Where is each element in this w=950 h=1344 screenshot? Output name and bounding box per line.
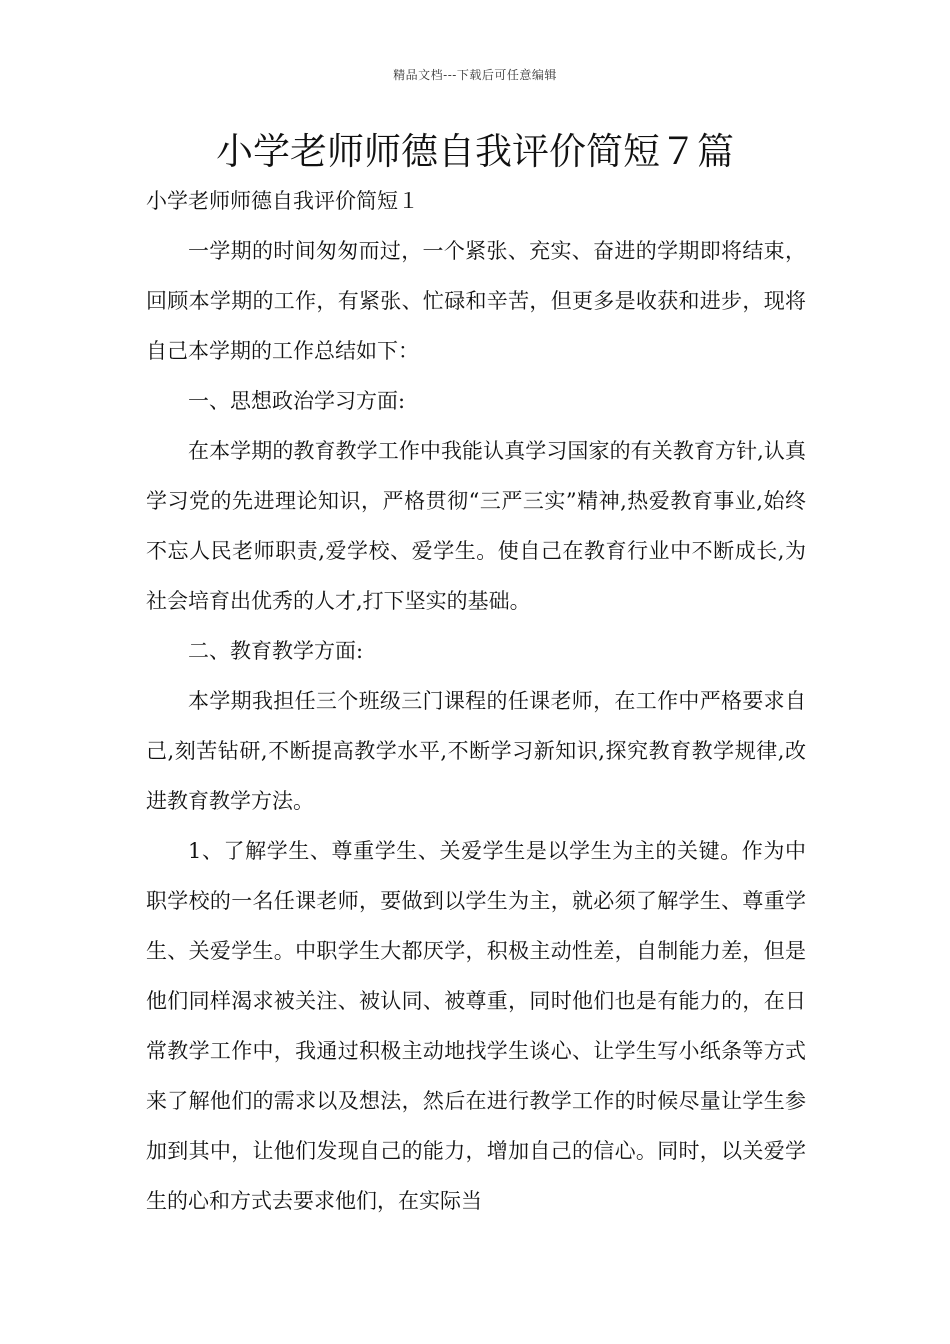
heading-teaching: 二、教育教学方面: — [188, 639, 364, 663]
paragraph-understanding-students: 1、了解学生、尊重学生、关爱学生是以学生为主的关键。作为中职学校的一名任课老师，要做到以学生为主，就必须了解学生、尊重学生、关爱学生。中职学生大都厌学，积极主动性差，自制能力差，但是他们同样渴求被关注、被认同、被尊重，同时他们也是有能力的，在日常教学工作中，我通过积极主动地找学生谈心、让学生写小纸条等方式来了解他们的需求以及想法，然后在进行教学工作的时候尽量让学生参加到其中，让他们发现自己的能力，增加自己的信心。同时，以关爱学生的心和方式去要求他们，在实际当 — [146, 839, 806, 1213]
header-note: 精品文档---下载后可任意编辑 — [393, 68, 557, 82]
document-body — [146, 226, 806, 1226]
section-subtitle: 小学老师师德自我评价简短１ — [146, 189, 419, 213]
paragraph-political-study: 在本学期的教育教学工作中我能认真学习国家的有关教育方针,认真学习党的先进理论知识，严格贯彻“三严三实”精神,热爱教育事业,始终不忘人民老师职责,爱学校、爱学生。使自己在教育行业中不断成长,为社会培育出优秀的人才,打下坚实的基础。 — [146, 439, 806, 613]
document-title: 小学老师师德自我评价简短７篇 — [216, 130, 734, 173]
paragraph-teaching: 本学期我担任三个班级三门课程的任课老师，在工作中严格要求自己,刻苦钻研,不断提高教学水平,不断学习新知识,探究教育教学规律,改进教育教学方法。 — [146, 689, 806, 813]
paragraph-intro: 一学期的时间匆匆而过，一个紧张、充实、奋进的学期即将结束，回顾本学期的工作，有紧张、忙碌和辛苦，但更多是收获和进步，现将自己本学期的工作总结如下： — [146, 239, 806, 363]
heading-political-study: 一、思想政治学习方面: — [188, 389, 406, 413]
